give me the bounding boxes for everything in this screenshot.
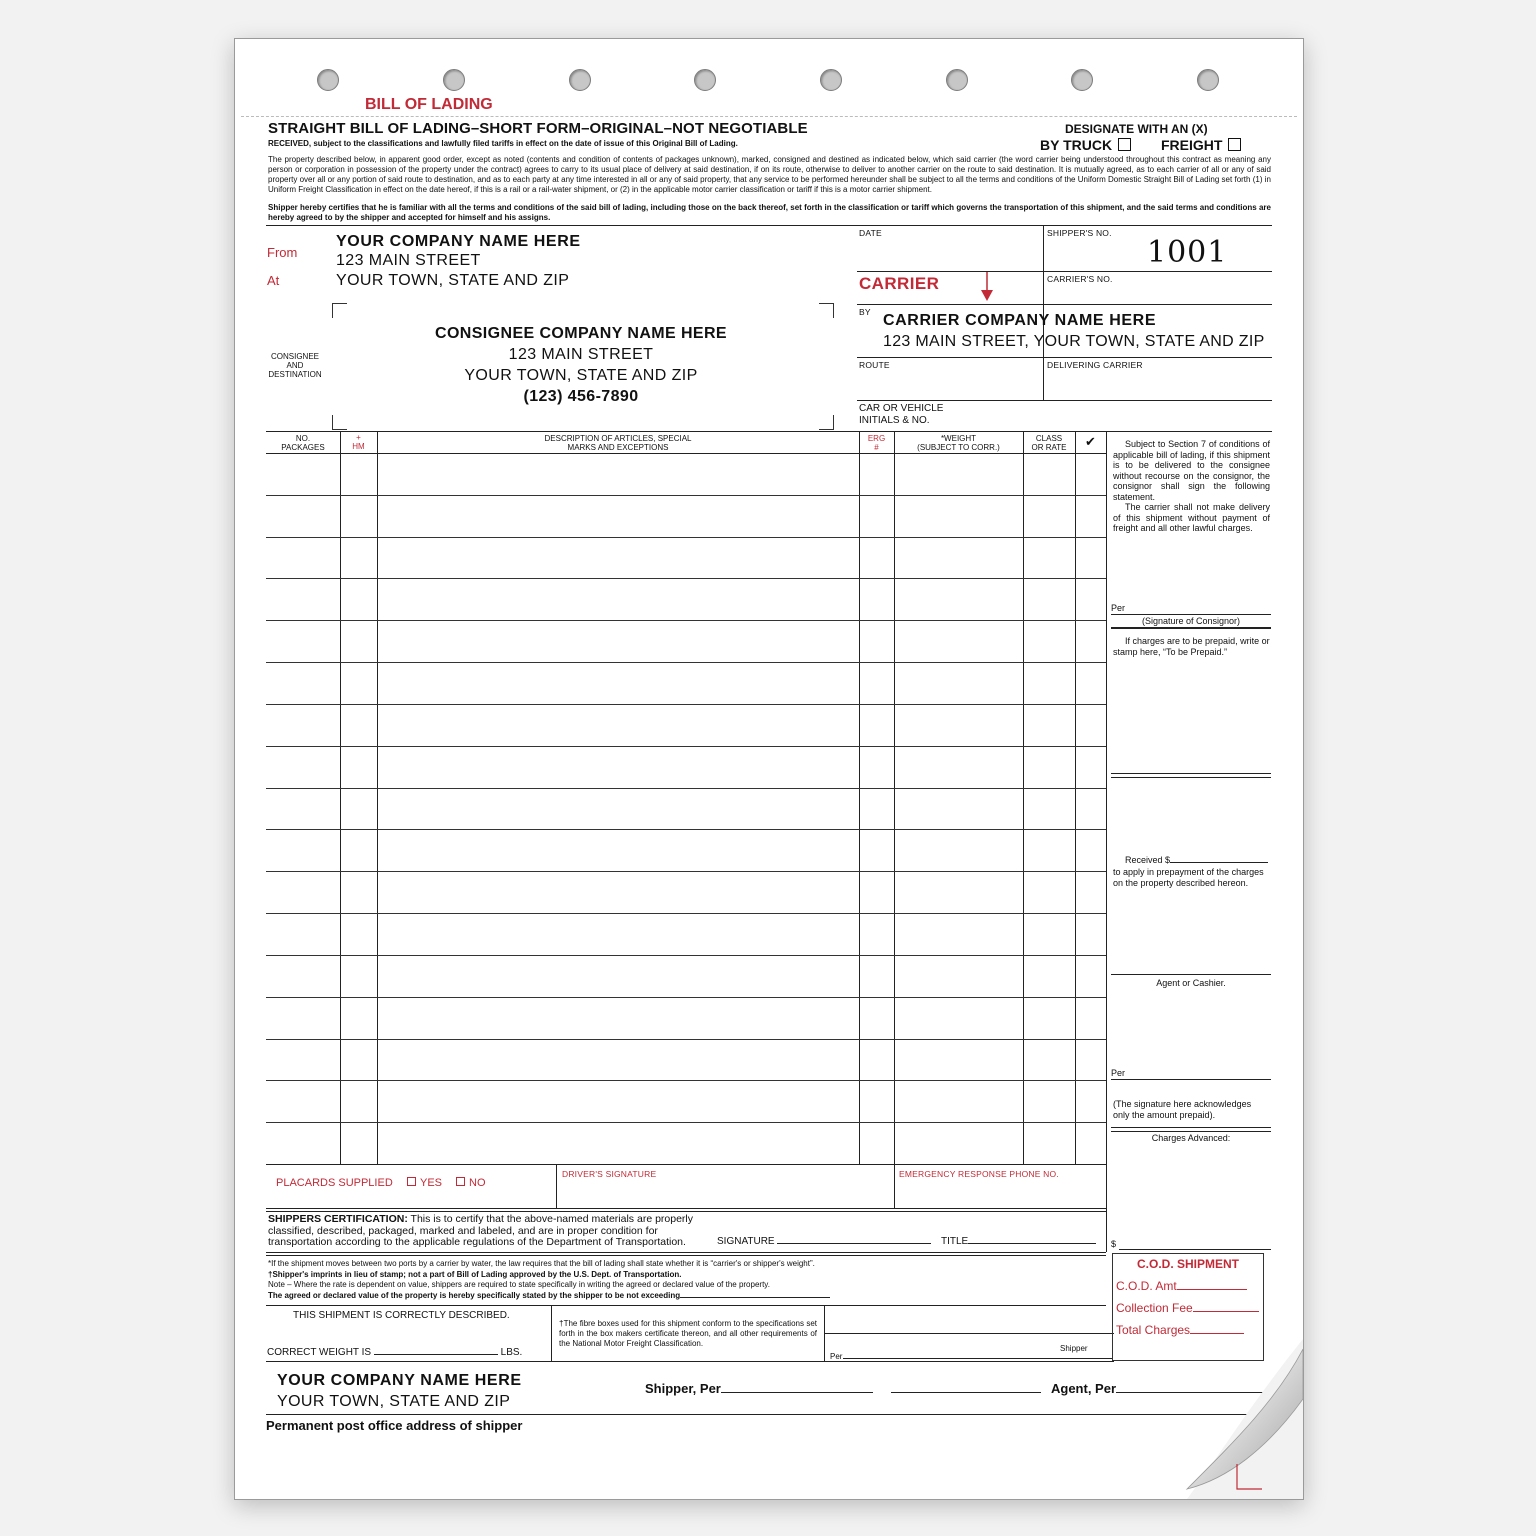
collection-fee: Collection Fee: [1116, 1301, 1263, 1315]
table-row[interactable]: [266, 788, 1106, 789]
by-label: BY: [859, 307, 871, 317]
punch-hole-icon: [443, 69, 465, 91]
per-label-2: Per: [1111, 1068, 1126, 1078]
table-row[interactable]: [266, 997, 1106, 998]
punch-hole-icon: [946, 69, 968, 91]
cod-title: C.O.D. SHIPMENT: [1136, 1257, 1239, 1271]
table-row[interactable]: [266, 955, 1106, 956]
col-description-header: DESCRIPTION OF ARTICLES, SPECIAL MARKS AND EXCEPTIONS: [544, 434, 692, 452]
table-row[interactable]: [266, 620, 1106, 621]
placards-supplied: PLACARDS SUPPLIED: [276, 1177, 393, 1189]
shippers-number: 1001: [1147, 235, 1228, 270]
received-line: RECEIVED, subject to the classifications and lawfully filed tariffs in effect on the date of issue of this Original Bill of Lading.: [268, 139, 738, 148]
punch-hole-icon: [820, 69, 842, 91]
table-row[interactable]: [266, 704, 1106, 705]
footer-city: YOUR TOWN, STATE AND ZIP: [277, 1393, 511, 1410]
shipper-small-label: Shipper: [1060, 1344, 1088, 1353]
signature-line: SIGNATURE: [717, 1236, 931, 1247]
shipper-certifies-paragraph: Shipper hereby certifies that he is familiar with all the terms and conditions of the said bill of lading, including those on the back thereof, set forth in the classification or tariff which governs the transportation of this shipment, and the said terms and conditions are hereby agreed to by the shipper and accepted for himself and his assigns.: [268, 203, 1271, 222]
title-line: TITLE: [941, 1236, 1096, 1247]
carrier-heading: CARRIER: [859, 274, 940, 293]
per-small-label: Per: [830, 1352, 843, 1361]
apply-text: to apply in prepayment of the charges on the property described hereon.: [1113, 867, 1264, 888]
table-row[interactable]: [266, 578, 1106, 579]
consignee-city: YOUR TOWN, STATE AND ZIP: [464, 367, 698, 384]
agent-or-cashier: Agent or Cashier.: [1156, 978, 1226, 988]
table-row[interactable]: [266, 913, 1106, 914]
page-curl-icon: [1177, 1339, 1303, 1499]
designate-label: DESIGNATE WITH AN (X): [1065, 122, 1208, 136]
table-row[interactable]: [266, 537, 1106, 538]
arrow-down-icon: [980, 272, 994, 302]
col-hm-header: + HM: [352, 433, 365, 451]
carrier-company: CARRIER COMPANY NAME HERE: [883, 312, 1157, 329]
emergency-phone-label: EMERGENCY RESPONSE PHONE NO.: [899, 1169, 1059, 1179]
consignee-street: 123 MAIN STREET: [508, 346, 654, 363]
table-row[interactable]: [266, 1039, 1106, 1040]
at-label: At: [267, 273, 280, 288]
terms-paragraph: The property described below, in apparent good order, except as noted (contents and condition of contents of packages unknown), marked, consigned and destined as indicated below, which said carrier (the word carrier being understood throughout this contract as meaning any person or corporation in possession of the property under the contract) agrees to carry to its usual place of delivery at said destination, if on its route, otherwise to deliver to another carrier on the route to said destination. It is mutually agreed, as to each carrier of all or any of said property over all or any portion of said route to destination, and as to each party at any time interested in all or any of said property, that any service to be performed hereunder shall be subject to all the terms and conditions of the Uniform Domestic Straight Bill of Lading set forth (1) in Uniform Freight Classification in effect on the date hereof, if this is a rail or a rail-water shipment, or (2) in the applicable motor carrier classification or tariff if this is a motor carrier shipment.: [268, 155, 1271, 194]
placards-no-option[interactable]: NO: [456, 1177, 486, 1189]
delivering-carrier-label: DELIVERING CARRIER: [1047, 360, 1143, 370]
form-title: STRAIGHT BILL OF LADING–SHORT FORM–ORIGINAL–NOT NEGOTIABLE: [268, 120, 808, 137]
shipper-city: YOUR TOWN, STATE AND ZIP: [336, 272, 570, 289]
col-check-header: ✔: [1085, 434, 1096, 449]
middle-signature-line: [891, 1381, 1041, 1396]
table-row[interactable]: [266, 746, 1106, 747]
correctly-described: THIS SHIPMENT IS CORRECTLY DESCRIBED.: [293, 1310, 510, 1321]
by-truck-label: BY TRUCK: [1040, 137, 1113, 153]
consignee-phone: (123) 456-7890: [523, 388, 639, 405]
date-field[interactable]: [859, 239, 1039, 269]
shipper-per-line: Shipper, Per: [645, 1381, 873, 1396]
date-label: DATE: [859, 228, 882, 238]
col-class-header: CLASS OR RATE: [1031, 434, 1067, 452]
punch-hole-icon: [694, 69, 716, 91]
per-label-1: Per: [1111, 603, 1126, 613]
punch-hole-icon: [317, 69, 339, 91]
footer-company: YOUR COMPANY NAME HERE: [277, 1372, 522, 1389]
by-truck-checkbox[interactable]: [1118, 138, 1131, 151]
acknowledge-text: (The signature here acknowledges only the amount prepaid).: [1113, 1099, 1252, 1120]
car-vehicle-label: CAR OR VEHICLE INITIALS & NO.: [859, 403, 944, 426]
col-weight-header: *WEIGHT (SUBJECT TO CORR.): [917, 434, 1000, 452]
charges-advanced: Charges Advanced:: [1151, 1133, 1231, 1143]
table-row[interactable]: [266, 495, 1106, 496]
freight-label: FREIGHT: [1161, 137, 1223, 153]
consignee-company: CONSIGNEE COMPANY NAME HERE: [434, 325, 728, 342]
bill-of-lading-label: BILL OF LADING: [365, 96, 493, 113]
fibre-boxes-text: †The fibre boxes used for this shipment conform to the specifications set forth in the box makers certificate thereon, and all other requirements of the National Motor Freight Classification.: [559, 1319, 817, 1348]
no-checkbox[interactable]: [456, 1177, 465, 1186]
table-row[interactable]: [266, 662, 1106, 663]
col-packages-header: NO. PACKAGES: [281, 434, 325, 452]
table-row[interactable]: [266, 1122, 1106, 1123]
col-erg-header: ERG #: [867, 434, 886, 452]
section7-text: Subject to Section 7 of conditions of applicable bill of lading, if this shipment is to be delivered to the consignee without recourse on the consignor, the consignor shall sign the following statement. The carrier shall not make delivery of this shipment without payment of freight and all other lawful charges.: [1113, 439, 1270, 533]
table-row[interactable]: [266, 1080, 1106, 1081]
punch-hole-icon: [569, 69, 591, 91]
driver-signature-label: DRIVER'S SIGNATURE: [562, 1169, 657, 1179]
punch-hole-icon: [1197, 69, 1219, 91]
perforation-line: [241, 116, 1297, 117]
carrier-address: 123 MAIN STREET, YOUR TOWN, STATE AND ZIP: [883, 333, 1265, 350]
route-label: ROUTE: [859, 360, 890, 370]
from-label: From: [267, 245, 298, 260]
freight-checkbox[interactable]: [1228, 138, 1241, 151]
permanent-address-label: Permanent post office address of shipper: [266, 1418, 523, 1433]
punch-hole-icon: [1071, 69, 1093, 91]
prepaid-instruction: If charges are to be prepaid, write or stamp here, “To be Prepaid.”: [1113, 636, 1270, 657]
table-row[interactable]: [266, 829, 1106, 830]
freight-option[interactable]: [1161, 137, 1241, 153]
consignee-label: CONSIGNEE AND DESTINATION: [268, 352, 322, 379]
agent-per-line: Agent, Per: [1051, 1381, 1286, 1396]
by-truck-option[interactable]: [1040, 137, 1131, 153]
carriers-no-label: CARRIER'S NO.: [1047, 274, 1113, 284]
placards-yes-option[interactable]: YES: [407, 1177, 442, 1189]
shipper-street: 123 MAIN STREET: [336, 252, 481, 269]
signature-of-consignor: (Signature of Consignor): [1141, 616, 1241, 626]
shippers-no-label: SHIPPER'S NO.: [1047, 228, 1112, 238]
notes-block: *If the shipment moves between two ports by a carrier by water, the law requires that the bill of lading shall state whether it is “carrier's or shipper's weight”. †Shipper's imprints in lieu of stamp; not a part of Bill of Lading approved by the U.S. Dept. of Transportation. Note – Where the rate is dependent on value, shippers are required to state specifically in writing the agreed or declared value of the property. The agreed or declared value of the property is hereby specifically stated by the shipper to be not exceeding: [268, 1259, 838, 1301]
dollar-sign: $: [1111, 1239, 1117, 1249]
table-row[interactable]: [266, 871, 1106, 872]
total-charges: Total Charges: [1116, 1323, 1263, 1337]
correct-weight-line: CORRECT WEIGHT IS LBS.: [267, 1347, 523, 1358]
yes-checkbox[interactable]: [407, 1177, 416, 1186]
shippers-certification: SHIPPERS CERTIFICATION: This is to certify that the above-named materials are properly classified, described, packaged, marked and labeled, and are in proper condition for transportation according to the applicable regulations of the Department of Transportation.: [268, 1213, 694, 1248]
received-label: Received $: [1125, 855, 1268, 866]
bill-of-lading-form: [234, 38, 1304, 1500]
consignee-address: [347, 323, 815, 407]
shipper-company: YOUR COMPANY NAME HERE: [336, 233, 581, 250]
cod-amount: C.O.D. Amt: [1116, 1279, 1263, 1293]
